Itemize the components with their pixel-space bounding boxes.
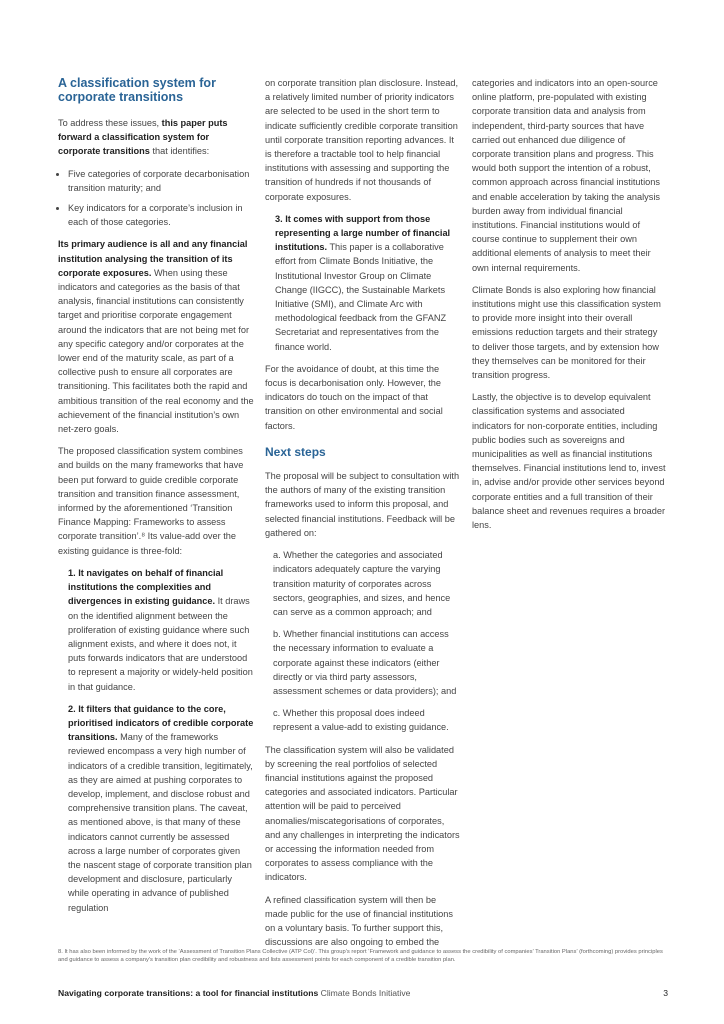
validation-paragraph: The classification system will also be validated by screening the real portfolios of selected financial institutions against the proposed categories and associated indicators. Particular attention will be paid to perceived anomalies/miscategorisations of corporates, and any challenges in interpreting the indicators or accessing the information needed from corporates to assess compliance with the indicators. (265, 744, 460, 883)
footnote: 8. It has also been informed by the work of the ‘Assessment of Transition Plans Collective (ATP Col)’. This group’s report ‘Framework and guidance to assess the credibility of companies’ Transition Plans’ (forthcoming) provides principles and guidance to assess a company’s transition plan credibility and robustness and lists assessment points for each component of a credible transition plan. (58, 949, 663, 963)
column-3 (472, 76, 666, 540)
identifies-list (58, 167, 254, 230)
column-2 (265, 76, 460, 957)
next-steps-heading: Next steps (265, 444, 326, 459)
feedback-item-b: b. Whether financial institutions can access the necessary information to evaluate a corporate against these indicators (either directly or via third party assessors, assessment schemes or data providers); and (273, 629, 457, 696)
footer-title: Navigating corporate transitions: a tool for financial institutions (58, 988, 319, 998)
footer-org: Climate Bonds Initiative (320, 988, 411, 998)
column-1 (58, 76, 254, 923)
numbered-point-2: 2. It filters that guidance to the core, prioritised indicators of credible corporate transitions. Many of the frameworks reviewed encompass a very high number of indicators of a credible transition, legitimately, as they are aimed at pushing corporates to develop, implement, and disclose robust and comprehensive transition plans. The caveat, as mentioned above, is that many of these indicators cannot currently be assessed across a large number of corporates given the nascent stage of corporate transition plan development and disclosure, particularly while operating in advance of published regulation (68, 703, 254, 913)
intro-paragraph: To address these issues, this paper puts forward a classification system for corporate transitions that identifies: (58, 118, 228, 157)
page-number: 3 (663, 988, 668, 998)
numbered-point-3: 3. It comes with support from those representing a large number of financial institutions. This paper is a collaborative effort from Climate Bonds Initiative, the Institutional Investor Group on Climate Change (IIGCC), the Sustainable Markets Initiative (SMI), and Climate Arc with methodological feedback from the GFANZ Secretariat and representatives from the finance world. (275, 213, 451, 352)
lastly-paragraph: Lastly, the objective is to develop equivalent classification systems and associated indicators for non-corporate entities, including public bodies such as sovereigns and municipalities as well as financial institutions themselves. Financial institutions lend to, invest in, advise and/or provide other services beyond corporate entities and a full transition of their balance sheet and revenues requires a broader lens. (472, 392, 666, 531)
section-heading: A classification system for corporate transitions (58, 76, 216, 104)
audience-paragraph: Its primary audience is all and any financial institution analysing the transition of its corporate exposures. When using these indicators and categories as the basis of that analysis, financial institutions can consistently target and prioritise corporate engagement around the indicators that are not being met for any specific category and/or corporates at the lower end of the maturity scale, as part of a collective push to ensure all corporates are transitioning. This facilitates both the rapid and ambitious transition of the real economy and the achievement of the financial institution’s own net-zero goals. (58, 239, 254, 435)
continued-paragraph: on corporate transition plan disclosure. Instead, a relatively limited number of priority indicators are selected to be used in the short term to indicate sufficiently credible corporate transition until corporate transition reporting advances. It is therefore a tractable tool to help financial institutions with assessing and supporting the transition of hundreds if not thousands of corporate exposures. (265, 78, 459, 202)
exploring-paragraph: Climate Bonds is also exploring how financial institutions might use this classification system to provide more insight into their overall emissions reduction targets and their strategy to deliver those targets, and by extension how they themselves can be monitored for their transition progress. (472, 284, 661, 381)
feedback-item-a: a. Whether the categories and associated indicators adequately capture the varying transition maturity of corporates across sectors, geographies, and sizes, and hence can serve as a common approach; and (273, 550, 451, 617)
refined-paragraph: A refined classification system will then be made public for the use of financial institutions on a voluntary basis. To further support this, discussions are also ongoing to embed the (265, 894, 453, 948)
proposal-consultation-paragraph: The proposal will be subject to consultation with the authors of many of the existing transition frameworks used to inform this proposal, and selected financial institutions. Feedback will be gathered on: (265, 471, 460, 538)
platform-paragraph: categories and indicators into an open-source online platform, pre-populated with existing corporate transition data and analysis from independent, third-party sources that have carried out enhanced due diligence of corporate transition plans and progress. This would both support the intention of a robust, common approach across financial institutions and enable acceleration by taking the analysis burden away from individual financial institutions. Financial institutions would of course continue to supplement their own additional elements of analysis to meet their own internal requirements. (472, 78, 660, 273)
list-item: • Key indicators for a corporate’s inclusion in each of those categories. (68, 201, 254, 229)
feedback-item-c: c. Whether this proposal does indeed represent a value-add to existing guidance. (273, 708, 449, 733)
proposal-paragraph: The proposed classification system combines and builds on the many frameworks that have been put forward to guide credible corporate transition and transition finance assessment, informed by the aforementioned ‘Transition Finance Mapping: Frameworks to assess corporate transition’.⁸ Its value-add over the existing guidance is three-fold: (58, 446, 244, 556)
numbered-point-1: 1. It navigates on behalf of financial institutions the complexities and divergences in existing guidance. It draws on the identified alignment between the proliferation of existing guidance where such alignment exists, and where it does not, it puts forwards indicators that are understood to represent a majority or widely-held position in that guidance. (68, 567, 253, 692)
list-item: • Five categories of corporate decarbonisation transition maturity; and (68, 167, 254, 195)
page-footer (58, 988, 668, 998)
avoidance-paragraph: For the avoidance of doubt, at this time the focus is decarbonisation only. However, the indicators do touch on the impact of that transition on other environmental and social factors. (265, 363, 443, 431)
